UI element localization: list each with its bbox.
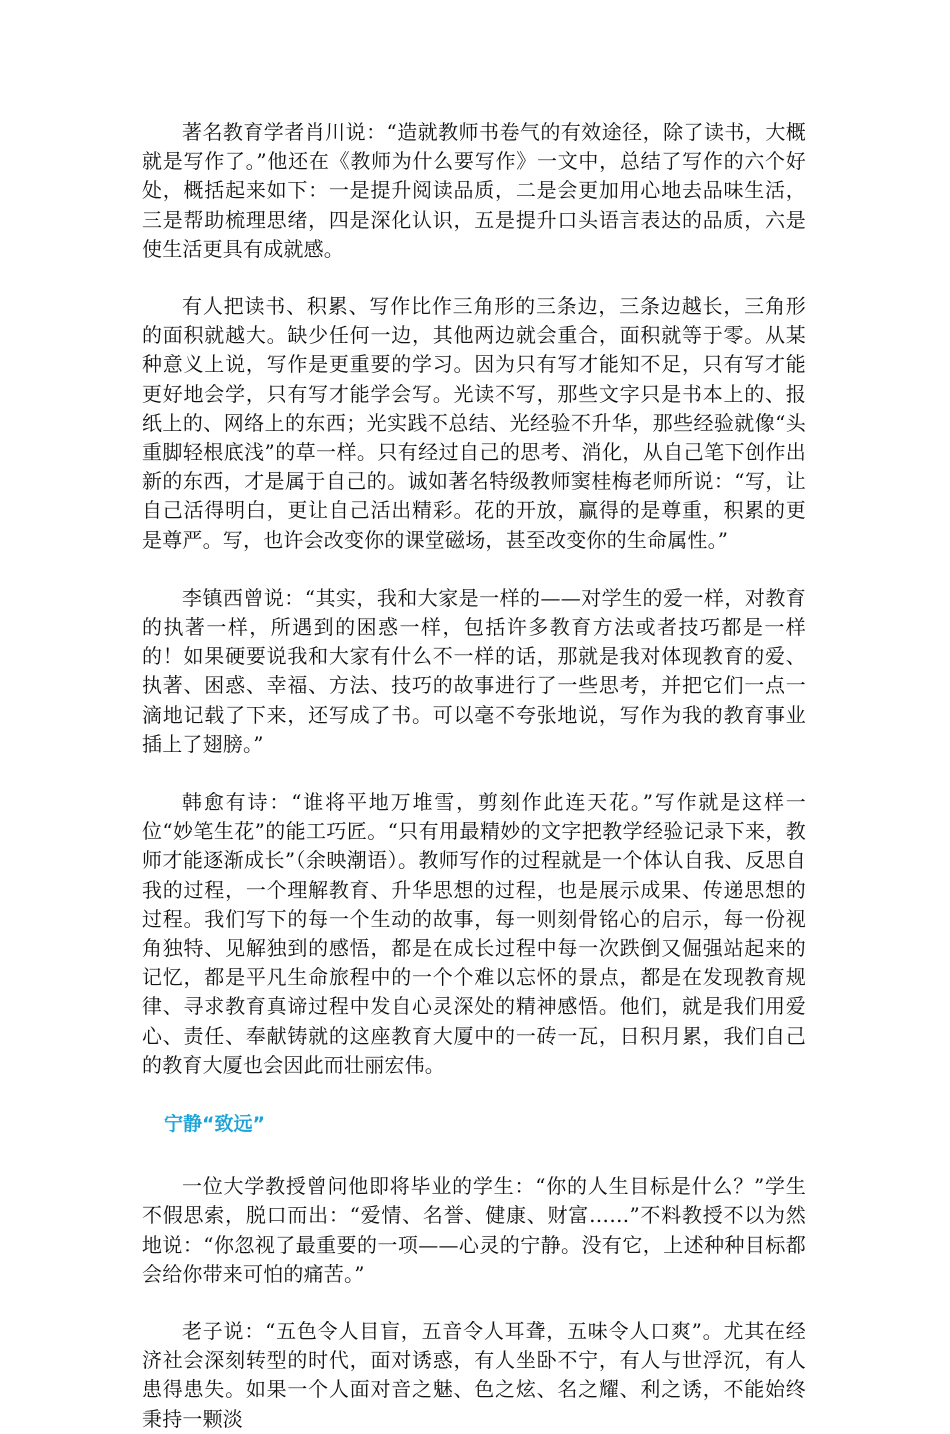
document-page [142, 118, 806, 1434]
paragraph-xiao-chuan-quote: 著名教育学者肖川说：“造就教师书卷气的有效途径，除了读书，大概就是写作了。”他还在《教师为什么要写作》一文中，总结了写作的六个好处，概括起来如下：一是提升阅读品质，二是会更加用心地去品味生活，三是帮助梳理思绪，四是深化认识，五是提升口头语言表达的品质，六是使生活更具有成就感。 [142, 120, 806, 261]
paragraph-laozi-quote: 老子说：“五色令人目盲，五音令人耳聋，五味令人口爽”。尤其在经济社会深刻转型的时代，面对诱惑，有人坐卧不宁，有人与世浮沉，有人患得患失。如果一个人面对音之魅、色之炫、名之耀、利之诱，不能始终秉持一颗淡 [142, 1318, 806, 1431]
paragraph-han-yu-poem: 韩愈有诗：“谁将平地万堆雪，剪刻作此连天花。”写作就是这样一位“妙笔生花”的能工巧匠。“只有用最精妙的文字把教学经验记录下来，教师才能逐渐成长”（余映潮语）。教师写作的过程就是一个体认自我、反思自我的过程，一个理解教育、升华思想的过程，也是展示成果、传递思想的过程。我们写下的每一个生动的故事，每一则刻骨铭心的启示，每一份视角独特、见解独到的感悟，都是在成长过程中每一次跌倒又倔强站起来的记忆，都是平凡生命旅程中的一个个难以忘怀的景点，都是在发现教育规律、寻求教育真谛过程中发自心灵深处的精神感悟。他们，就是我们用爱心、责任、奉献铸就的这座教育大厦中的一砖一瓦，日积月累，我们自己的教育大厦也会因此而壮丽宏伟。 [142, 790, 806, 1077]
paragraph-li-zhenxi-quote: 李镇西曾说：“其实，我和大家是一样的——对学生的爱一样，对教育的执著一样，所遇到的困惑一样，包括许多教育方法或者技巧都是一样的！如果硬要说我和大家有什么不一样的话，那就是我对体现教育的爱、执著、困惑、幸福、方法、技巧的故事进行了一些思考，并把它们一点一滴地记载了下来，还写成了书。可以毫不夸张地说，写作为我的教育事业插上了翅膀。” [142, 585, 806, 756]
paragraph-triangle-metaphor: 有人把读书、积累、写作比作三角形的三条边，三条边越长，三角形的面积就越大。缺少任何一边，其他两边就会重合，面积就等于零。从某种意义上说，写作是更重要的学习。因为只有写才能知不足，只有写才能更好地会学，只有写才能学会写。光读不写，那些文字只是书本上的、报纸上的、网络上的东西；光实践不总结、光经验不升华，那些经验就像“头重脚轻根底浅”的草一样。只有经过自己的思考、消化，从自己笔下创作出新的东西，才是属于自己的。诚如著名特级教师窦桂梅老师所说：“写，让自己活得明白，更让自己活出精彩。花的开放，赢得的是尊重，积累的更是尊严。写，也许会改变你的课堂磁场，甚至改变你的生命属性。” [142, 294, 806, 552]
paragraph-professor-question: 一位大学教授曾问他即将毕业的学生：“你的人生目标是什么？”学生不假思索，脱口而出：“爱情、名誉、健康、财富……”不料教授不以为然地说：“你忽视了最重要的一项——心灵的宁静。没有它，上述种种目标都会给你带来可怕的痛苦。” [142, 1174, 806, 1286]
section-heading: 宁静“致远” [164, 1113, 265, 1136]
